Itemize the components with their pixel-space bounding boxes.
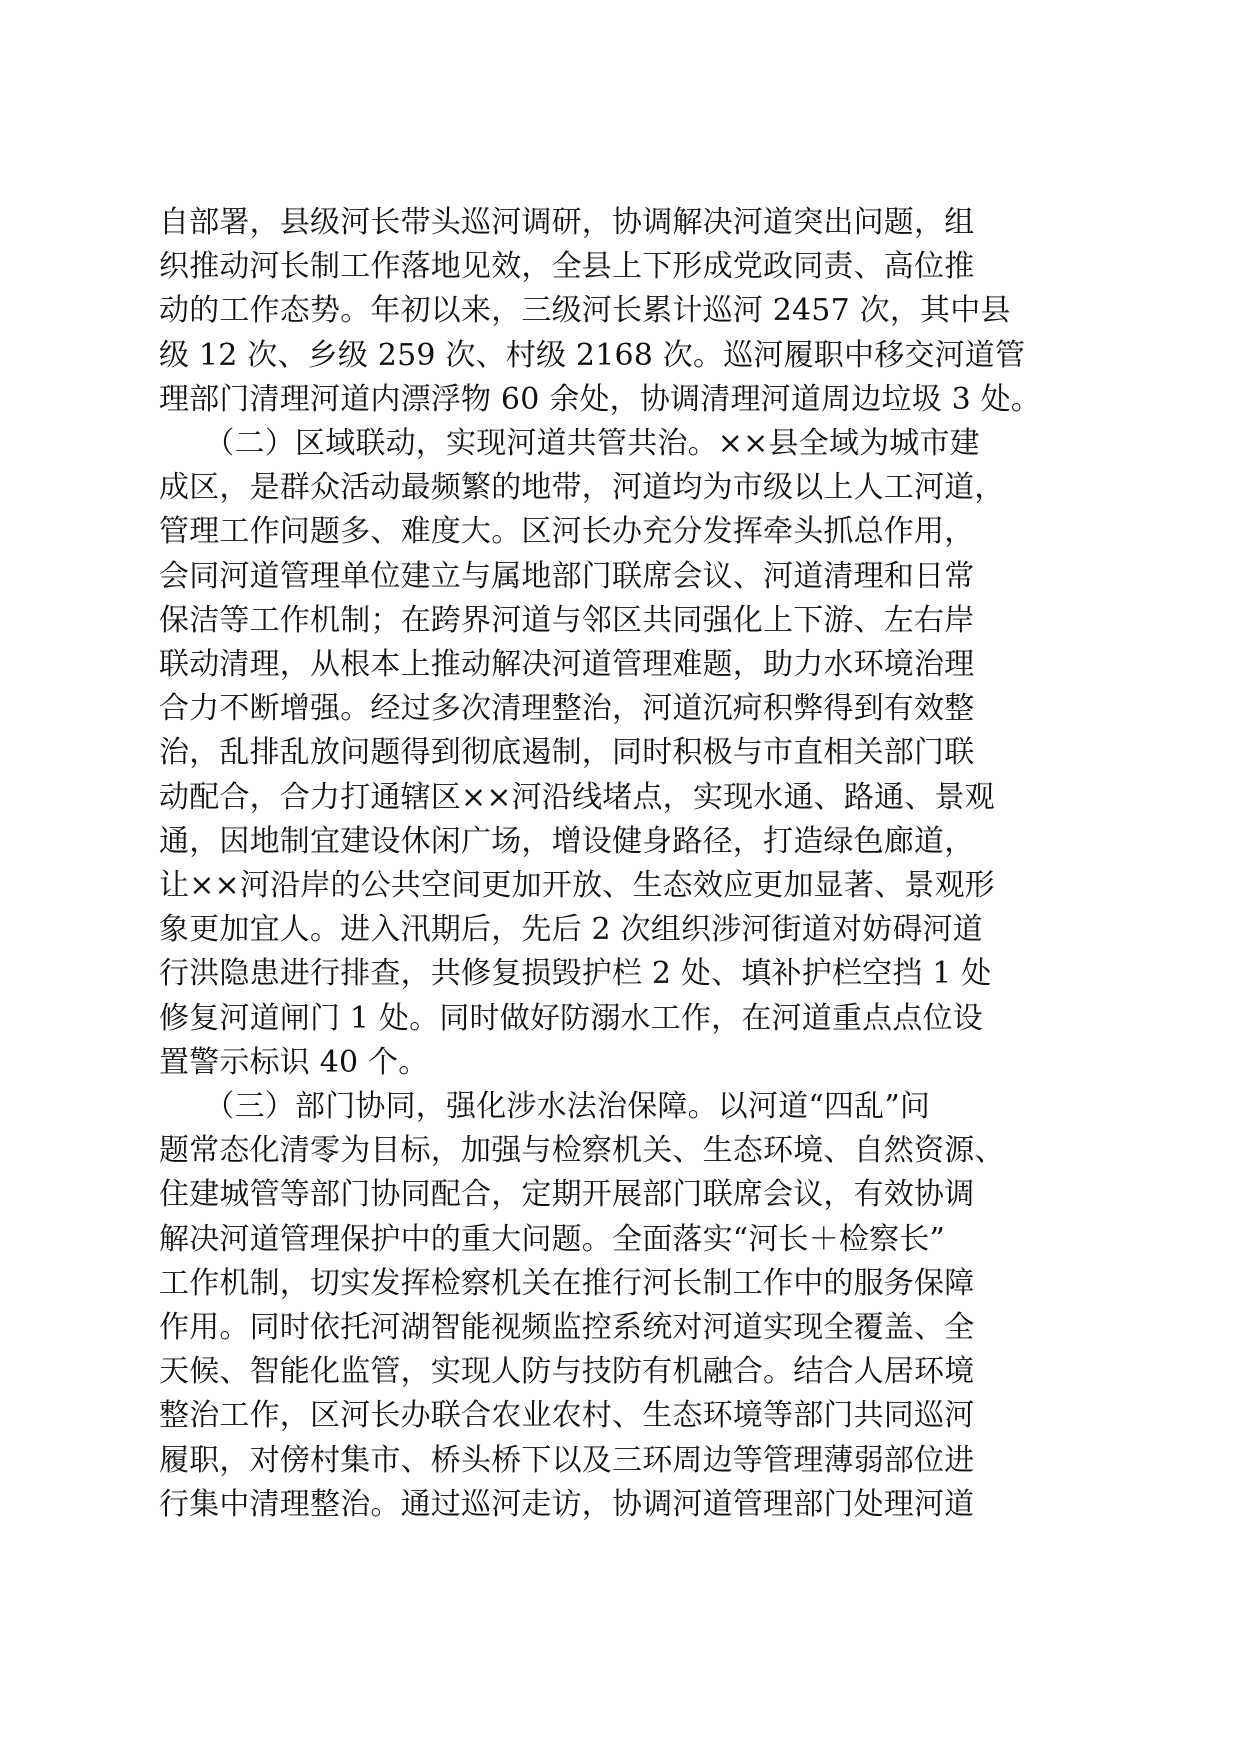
text-line: 管理工作问题多、难度大。区河长办充分发挥牵头抓总作用，	[159, 514, 975, 550]
text-line: 天候、智能化监管，实现人防与技防有机融合。结合人居环境	[159, 1354, 975, 1390]
text-line: 动配合，合力打通辖区××河沿线堵点，实现水通、路通、景观	[159, 779, 995, 815]
text-line: 级 12 次、乡级 259 次、村级 2168 次。巡河履职中移交河道管	[159, 337, 1026, 373]
text-line: 象更加宜人。进入汛期后，先后 2 次组织涉河街道对妨碍河道	[159, 912, 983, 948]
text-line: （三）部门协同，强化涉水法治保障。以河道“四乱”问	[159, 1089, 931, 1124]
text-line: 让××河沿岸的公共空间更加开放、生态效应更加显著、景观形	[159, 868, 995, 904]
text-line: 会同河道管理单位建立与属地部门联席会议、河道清理和日常	[159, 558, 975, 594]
paragraph-3-department-collaboration	[159, 1085, 1081, 1527]
text-line: 通，因地制宜建设休闲广场，增设健身路径，打造绿色廊道，	[159, 823, 975, 859]
text-line: 行集中清理整治。通过巡河走访，协调河道管理部门处理河道	[159, 1486, 975, 1522]
text-line: 工作机制，切实发挥检察机关在推行河长制工作中的服务保障	[159, 1265, 975, 1301]
text-line: 理部门清理河道内漂浮物 60 余处，协调清理河道周边垃圾 3 处。	[159, 381, 1042, 417]
text-line: 成区，是群众活动最频繁的地带，河道均为市级以上人工河道，	[159, 470, 1005, 506]
paragraph-2-regional-coordination	[159, 422, 1081, 1085]
text-line: 解决河道管理保护中的重大问题。全面落实“河长＋检察长”	[159, 1221, 946, 1257]
text-line: 织推动河长制工作落地见效，全县上下形成党政同责、高位推	[159, 249, 975, 285]
text-line: 合力不断增强。经过多次清理整治，河道沉疴积弊得到有效整	[159, 691, 975, 727]
text-line: 置警示标识 40 个。	[159, 1044, 429, 1080]
text-line: 修复河道闸门 1 处。同时做好防溺水工作，在河道重点点位设	[159, 1000, 983, 1036]
text-line: 履职，对傍村集市、桥头桥下以及三环周边等管理薄弱部位进	[159, 1442, 975, 1478]
text-line: 自部署，县级河长带头巡河调研，协调解决河道突出问题，组	[159, 205, 975, 240]
paragraph-1	[159, 201, 1081, 422]
text-line: 保洁等工作机制；在跨界河道与邻区共同强化上下游、左右岸	[159, 602, 975, 638]
text-line: 住建城管等部门协同配合，定期开展部门联席会议，有效协调	[159, 1177, 975, 1213]
text-line: 作用。同时依托河湖智能视频监控系统对河道实现全覆盖、全	[159, 1310, 975, 1346]
text-line: 联动清理，从根本上推动解决河道管理难题，助力水环境治理	[159, 647, 975, 683]
text-line: 治，乱排乱放问题得到彻底遏制，同时积极与市直相关部门联	[159, 735, 975, 771]
text-line: 题常态化清零为目标，加强与检察机关、生态环境、自然资源、	[159, 1133, 1005, 1169]
text-line: （二）区域联动，实现河道共管共治。××县全域为城市建	[159, 426, 980, 461]
text-line: 行洪隐患进行排查，共修复损毁护栏 2 处、填补护栏空挡 1 处	[159, 956, 992, 992]
text-line: 整治工作，区河长办联合农业农村、生态环境等部门共同巡河	[159, 1398, 975, 1434]
text-line: 动的工作态势。年初以来，三级河长累计巡河 2457 次，其中县	[159, 293, 1011, 329]
